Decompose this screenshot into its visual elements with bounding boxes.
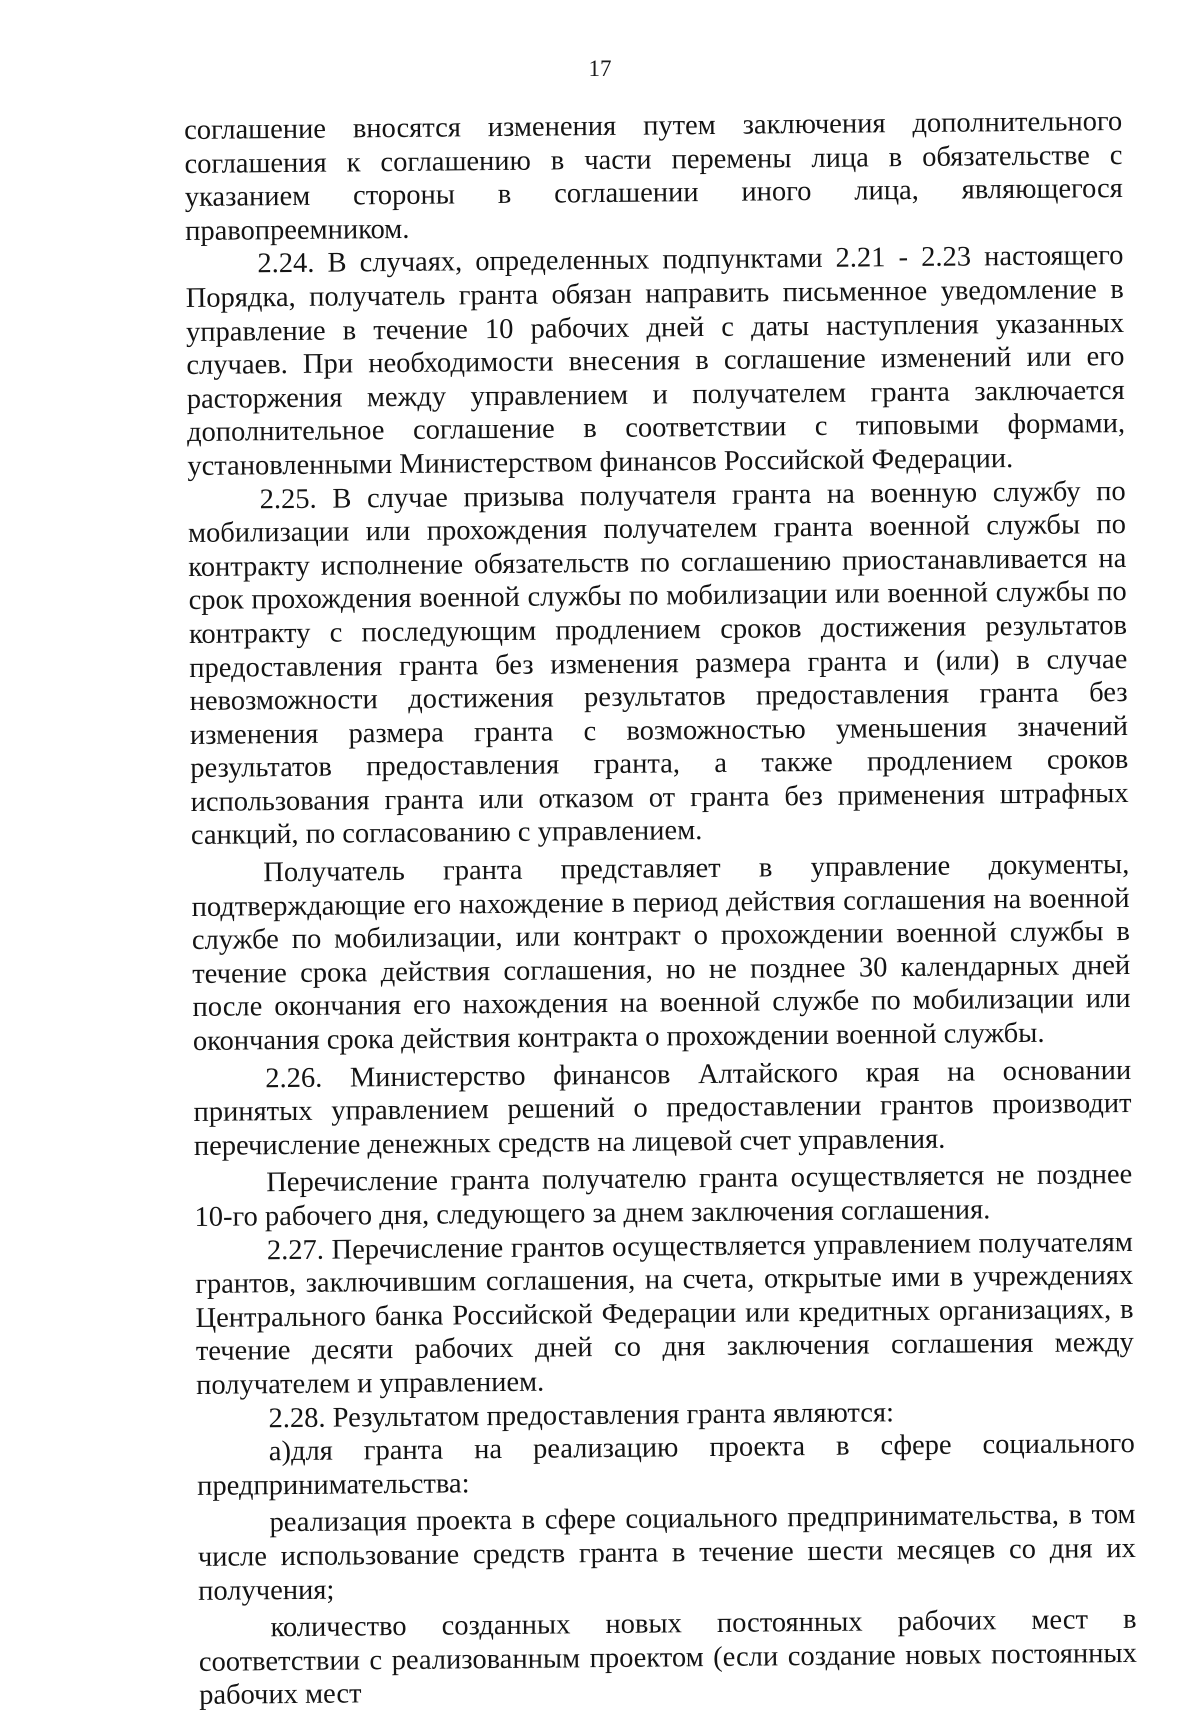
paragraph-result-jobs: количество созданных новых постоянных рабочих мест в соответствии с реализованным проектом (если создание новых постоянных рабочих мест — [198, 1604, 1137, 1712]
paragraph-result-implementation: реализация проекта в сфере социального предпринимательства, в том числе использование средств гранта в течение шести месяцев со дня их получения; — [197, 1499, 1136, 1607]
paragraph-2-28: 2.28. Результатом предоставления гранта являются: — [268, 1396, 895, 1434]
paragraph-2-27: 2.27. Перечисление грантов осуществляется управлением получателям грантов, заключившим соглашения, на счета, открытые ими в учреждениях Центрального банка Российской Федерации или кредитных организациях, в течение десяти рабочих дней со дня заключения соглашения между получателем и управлением. — [195, 1226, 1134, 1401]
document-body — [184, 105, 1137, 1713]
paragraph-transfer-deadline: Перечисление гранта получателю гранта осуществляется не позднее 10-го рабочего дня, следующего за днем заключения соглашения. — [194, 1159, 1133, 1233]
page-number: 17 — [588, 56, 612, 81]
paragraph-2-26: 2.26. Министерство финансов Алтайского края на основании принятых управлением решений о предоставлении грантов производит перечисление денежных средств на лицевой счет управления. — [193, 1054, 1132, 1162]
paragraph-continuation: соглашение вносятся изменения путем заключения дополнительного соглашения к соглашению в части перемены лица в обязательстве с указанием стороны в соглашении иного лица, являющегося правопреемником. — [184, 105, 1123, 247]
paragraph-2-25: 2.25. В случае призыва получателя гранта на военную службу по мобилизации или прохождения получателем гранта военной службы по контракту исполнение обязательств по соглашению приостанавливается на срок прохождения военной службы по мобилизации или военной службы по контракту с последующим продлением сроков достижения результатов предоставления гранта без изменения размера гранта и (или) в случае невозможности достижения результатов предоставления гранта без изменения размера гранта с возможностью уменьшения значений результатов предоставления гранта, а также продлением сроков использования гранта или отказом от гранта без применения штрафных санкций, по согласованию с управлением. — [187, 475, 1129, 852]
paragraph-item-a: а)для гранта на реализацию проекта в сфере социального предпринимательства: — [197, 1428, 1135, 1502]
paragraph-recipient-documents: Получатель гранта представляет в управление документы, подтверждающие его нахождение в период действия соглашения на военной службе по мобилизации, или контракт о прохождении военной службы в течение срока действия соглашения, но не позднее 30 календарных дней после окончания его нахождения на военной службе по мобилизации или окончания срока действия контракта о прохождении военной службы. — [191, 849, 1131, 1057]
paragraph-2-24: 2.24. В случаях, определенных подпунктами 2.21 - 2.23 настоящего Порядка, получатель гранта обязан направить письменное уведомление в управление в течение 10 рабочих дней с даты наступления указанных случаев. При необходимости внесения в соглашение изменений или его расторжения между управлением и получателем гранта заключается дополнительное соглашение в соответствии с типовыми формами, установленными Министерством финансов Российской Федерации. — [185, 240, 1126, 482]
